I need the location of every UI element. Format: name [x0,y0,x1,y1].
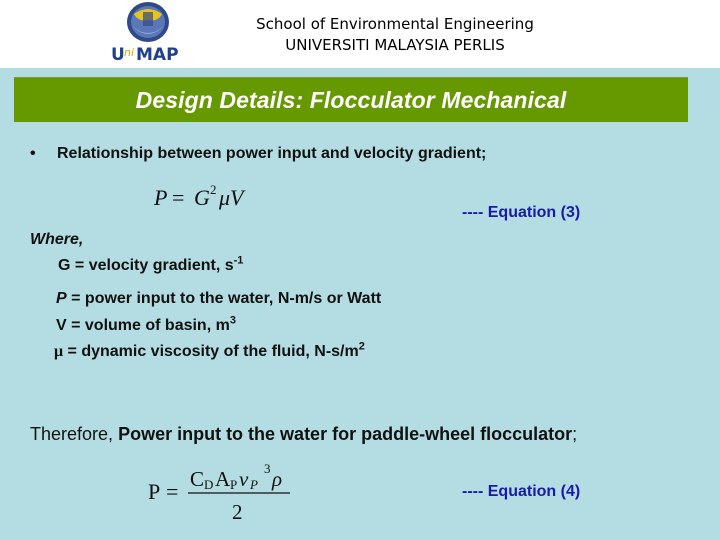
p-symbol: P [56,290,67,307]
logo-text-ni: ni [124,46,135,59]
definition-g [58,254,244,275]
mu-exponent: 2 [358,340,365,353]
mu-definition: = dynamic viscosity of the fluid, N-s/m [67,343,359,360]
svg-text:2: 2 [210,182,217,197]
svg-text:G: G [194,185,210,210]
unimap-logo [108,0,188,66]
svg-text:=: = [166,479,179,504]
therefore-line [30,424,577,445]
mu-symbol: μ [54,343,64,360]
slide-title: Design Details: Flocculator Mechanical [135,86,567,113]
svg-text:3: 3 [264,461,271,476]
school-name [200,14,590,56]
school-line-2: UNIVERSITI MALAYSIA PERLIS [285,36,505,54]
svg-text:P: P [148,479,161,504]
definition-mu [54,340,365,361]
therefore-bold: Power input to the water for paddle-wheel flocculator [118,424,573,444]
svg-text:ρ: ρ [272,467,283,491]
svg-text:=: = [172,185,185,210]
v-exponent: 3 [229,314,236,327]
title-banner [14,77,688,122]
svg-text:P: P [250,477,258,492]
where-heading: Where, [30,231,84,248]
bullet-marker: • [30,145,36,162]
svg-text:ν: ν [239,467,249,491]
svg-text:C: C [190,467,205,491]
g-definition: = velocity gradient, s [74,257,234,274]
definition-p [56,290,381,308]
equation-4-label: ---- Equation (4) [462,483,581,500]
svg-text:μV: μV [219,185,244,210]
bullet-text: Relationship between power input and velocity gradient; [57,145,487,162]
school-line-1: School of Environmental Engineering [256,15,534,33]
svg-text:D: D [204,477,214,492]
svg-text:2: 2 [232,500,243,524]
therefore-lead: Therefore, [30,424,114,444]
therefore-tail: ; [572,424,578,444]
equation-3-formula [150,182,280,216]
g-exponent: -1 [233,254,244,267]
logo-text-u: U [111,45,125,65]
v-definition: V = volume of basin, m [56,317,230,334]
p-definition: = power input to the water, N-m/s or Watt [71,290,382,307]
svg-text:P: P [154,185,168,210]
equation-3-label: ---- Equation (3) [462,204,581,221]
equation-4-formula [140,458,310,528]
logo-text-map: MAP [136,45,179,65]
definition-v [56,314,236,335]
svg-text:P: P [230,477,238,492]
g-symbol: G [58,257,71,274]
header [0,0,720,68]
svg-text:A: A [215,467,231,491]
